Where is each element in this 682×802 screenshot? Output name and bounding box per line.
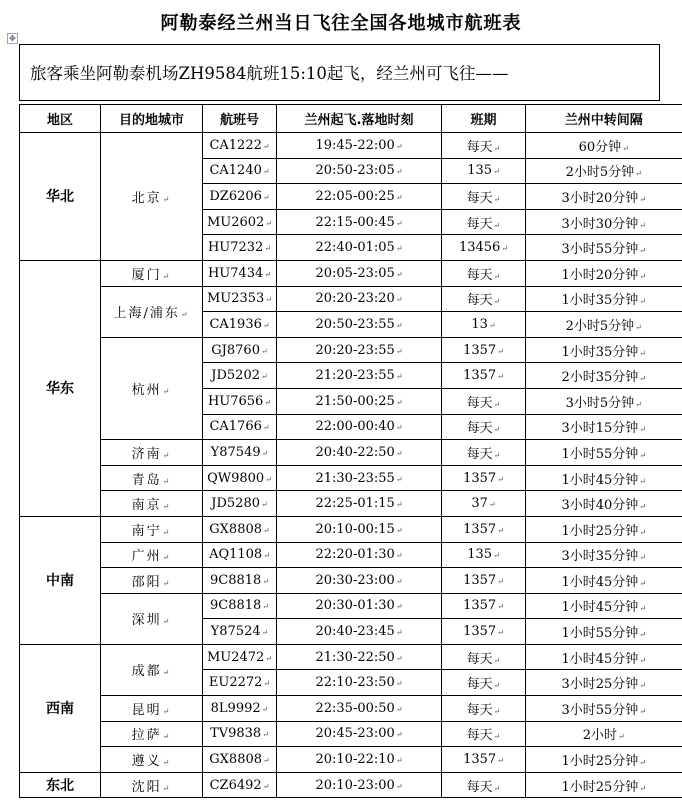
table-row [20, 516, 682, 542]
time-cell: 22:15-00:45 ↵ [277, 209, 442, 235]
time-cell: 22:00-00:40 ↵ [277, 414, 442, 440]
region-cell: 中南 [20, 516, 101, 644]
flight-number-cell: MU2472 ↵ [203, 644, 277, 670]
flight-number-cell: CZ6492 ↵ [203, 772, 277, 798]
header-flight: 航班号 [203, 105, 277, 133]
destination-city-cell: 拉萨 ↵ [101, 721, 203, 747]
document-title: 阿勒泰经兰州当日飞往全国各地城市航班表 [160, 13, 522, 34]
schedule-cell: 每天 ↵ [442, 772, 526, 798]
schedule-cell: 每天 ↵ [442, 286, 526, 312]
schedule-cell: 每天 ↵ [442, 414, 526, 440]
table-header-row [20, 105, 682, 133]
flight-number-cell: GX8808 ↵ [203, 747, 277, 773]
interval-cell: 3小时55分钟 ↵ [526, 235, 682, 261]
flight-number-cell: DZ6206 ↵ [203, 184, 277, 210]
table-row [20, 696, 682, 722]
time-cell: 20:30-23:00 ↵ [277, 568, 442, 594]
interval-cell: 3小时55分钟 ↵ [526, 696, 682, 722]
interval-cell: 60分钟 ↵ [526, 133, 682, 159]
interval-cell: 1小时25分钟 ↵ [526, 516, 682, 542]
table-move-handle-icon[interactable]: ✥ [7, 33, 18, 44]
interval-cell: 1小时25分钟 ↵ [526, 747, 682, 773]
interval-cell: 1小时55分钟 ↵ [526, 440, 682, 466]
schedule-cell: 每天 ↵ [442, 721, 526, 747]
flight-number-cell: CA1222 ↵ [203, 133, 277, 159]
destination-city-cell: 深圳 ↵ [101, 593, 203, 644]
schedule-cell: 每天 ↵ [442, 209, 526, 235]
destination-city-cell: 邵阳 ↵ [101, 568, 203, 594]
time-cell: 22:10-23:50 ↵ [277, 670, 442, 696]
destination-city-cell: 沈阳 ↵ [101, 772, 203, 798]
destination-city-cell: 南宁 ↵ [101, 516, 203, 542]
flight-table [19, 104, 682, 798]
interval-cell: 2小时35分钟 ↵ [526, 363, 682, 389]
schedule-cell: 1357 ↵ [442, 619, 526, 645]
time-cell: 20:30-01:30 ↵ [277, 593, 442, 619]
flight-number-cell: MU2353 ↵ [203, 286, 277, 312]
schedule-cell: 135 ↵ [442, 542, 526, 568]
schedule-cell: 1357 ↵ [442, 516, 526, 542]
region-cell: 华东 [20, 260, 101, 516]
interval-cell: 3小时25分钟 ↵ [526, 670, 682, 696]
table-row [20, 465, 682, 491]
time-cell: 20:10-00:15 ↵ [277, 516, 442, 542]
time-cell: 20:20-23:55 ↵ [277, 337, 442, 363]
header-schedule: 班期 [442, 105, 526, 133]
interval-cell: 3小时35分钟 ↵ [526, 542, 682, 568]
interval-cell: 1小时35分钟 ↵ [526, 286, 682, 312]
interval-cell: 1小时45分钟 ↵ [526, 644, 682, 670]
interval-cell: 3小时40分钟 ↵ [526, 491, 682, 517]
time-cell: 19:45-22:00 ↵ [277, 133, 442, 159]
schedule-cell: 每天 ↵ [442, 133, 526, 159]
region-cell: 西南 [20, 644, 101, 772]
flight-number-cell: 9C8818 ↵ [203, 568, 277, 594]
destination-city-cell: 厦门 ↵ [101, 260, 203, 286]
flight-number-cell: EU2272 ↵ [203, 670, 277, 696]
time-cell: 21:30-23:55 ↵ [277, 465, 442, 491]
table-row [20, 286, 682, 312]
interval-cell: 1小时25分钟 ↵ [526, 772, 682, 798]
interval-cell: 1小时35分钟 ↵ [526, 337, 682, 363]
table-row [20, 772, 682, 798]
flight-number-cell: QW9800 ↵ [203, 465, 277, 491]
destination-city-cell: 上海/浦东 ↵ [101, 286, 203, 337]
flight-number-cell: JD5202 ↵ [203, 363, 277, 389]
flight-number-cell: CA1936 ↵ [203, 312, 277, 338]
flight-number-cell: AQ1108 ↵ [203, 542, 277, 568]
destination-city-cell: 广州 ↵ [101, 542, 203, 568]
destination-city-cell: 南京 ↵ [101, 491, 203, 517]
table-row [20, 337, 682, 363]
flight-number-cell: JD5280 ↵ [203, 491, 277, 517]
destination-city-cell: 成都 ↵ [101, 644, 203, 695]
destination-city-cell: 杭州 ↵ [101, 337, 203, 439]
header-destination: 目的地城市 [101, 105, 203, 133]
time-cell: 20:20-23:20 ↵ [277, 286, 442, 312]
table-row [20, 260, 682, 286]
flight-number-cell: HU7434 ↵ [203, 260, 277, 286]
destination-city-cell: 济南 ↵ [101, 440, 203, 466]
time-cell: 22:35-00:50 ↵ [277, 696, 442, 722]
interval-cell: 1小时45分钟 ↵ [526, 465, 682, 491]
time-cell: 22:20-01:30 ↵ [277, 542, 442, 568]
time-cell: 20:10-23:00 ↵ [277, 772, 442, 798]
interval-cell: 1小时55分钟 ↵ [526, 619, 682, 645]
region-cell: 东北 [20, 772, 101, 798]
schedule-cell: 每天 ↵ [442, 388, 526, 414]
interval-cell: 1小时20分钟 ↵ [526, 260, 682, 286]
schedule-cell: 1357 ↵ [442, 465, 526, 491]
flight-number-cell: GX8808 ↵ [203, 516, 277, 542]
flight-number-cell: Y87524 ↵ [203, 619, 277, 645]
time-cell: 20:50-23:05 ↵ [277, 158, 442, 184]
flight-number-cell: MU2602 ↵ [203, 209, 277, 235]
schedule-cell: 135 ↵ [442, 158, 526, 184]
destination-city-cell: 青岛 ↵ [101, 465, 203, 491]
interval-cell: 3小时20分钟 ↵ [526, 184, 682, 210]
flight-number-cell: TV9838 ↵ [203, 721, 277, 747]
interval-cell: 2小时5分钟 ↵ [526, 312, 682, 338]
interval-cell: 1小时45分钟 ↵ [526, 593, 682, 619]
interval-cell: 2小时 ↵ [526, 721, 682, 747]
table-row [20, 491, 682, 517]
schedule-cell: 1357 ↵ [442, 568, 526, 594]
schedule-cell: 每天 ↵ [442, 260, 526, 286]
time-cell: 20:05-23:05 ↵ [277, 260, 442, 286]
flight-number-cell: CA1240 ↵ [203, 158, 277, 184]
destination-city-cell: 昆明 ↵ [101, 696, 203, 722]
interval-cell: 3小时30分钟 ↵ [526, 209, 682, 235]
flight-number-cell: HU7656 ↵ [203, 388, 277, 414]
time-cell: 22:25-01:15 ↵ [277, 491, 442, 517]
schedule-cell: 13 ↵ [442, 312, 526, 338]
interval-cell: 2小时5分钟 ↵ [526, 158, 682, 184]
time-cell: 20:50-23:55 ↵ [277, 312, 442, 338]
time-cell: 21:20-23:55 ↵ [277, 363, 442, 389]
schedule-cell: 每天 ↵ [442, 184, 526, 210]
schedule-cell: 1357 ↵ [442, 337, 526, 363]
table-row [20, 440, 682, 466]
interval-cell: 1小时45分钟 ↵ [526, 568, 682, 594]
destination-city-cell: 遵义 ↵ [101, 747, 203, 773]
schedule-cell: 每天 ↵ [442, 696, 526, 722]
table-row [20, 593, 682, 619]
flight-number-cell: HU7232 ↵ [203, 235, 277, 261]
table-row [20, 542, 682, 568]
time-cell: 20:45-23:00 ↵ [277, 721, 442, 747]
flight-number-cell: 9C8818 ↵ [203, 593, 277, 619]
header-region: 地区 [20, 105, 101, 133]
time-cell: 20:40-22:50 ↵ [277, 440, 442, 466]
time-cell: 22:05-00:25 ↵ [277, 184, 442, 210]
schedule-cell: 1357 ↵ [442, 593, 526, 619]
schedule-cell: 1357 ↵ [442, 363, 526, 389]
flight-number-cell: CA1766 ↵ [203, 414, 277, 440]
interval-cell: 3小时5分钟 ↵ [526, 388, 682, 414]
time-cell: 20:40-23:45 ↵ [277, 619, 442, 645]
interval-cell: 3小时15分钟 ↵ [526, 414, 682, 440]
time-cell: 21:30-22:50 ↵ [277, 644, 442, 670]
table-row [20, 721, 682, 747]
table-row [20, 747, 682, 773]
schedule-cell: 1357 ↵ [442, 747, 526, 773]
schedule-cell: 每天 ↵ [442, 440, 526, 466]
time-cell: 22:40-01:05 ↵ [277, 235, 442, 261]
time-cell: 20:10-22:10 ↵ [277, 747, 442, 773]
schedule-cell: 37 ↵ [442, 491, 526, 517]
flight-number-cell: 8L9992 ↵ [203, 696, 277, 722]
time-cell: 21:50-00:25 ↵ [277, 388, 442, 414]
flight-banner: 旅客乘坐阿勒泰机场ZH9584航班15:10起飞，经兰州可飞往—— [19, 44, 660, 101]
header-interval: 兰州中转间隔 [526, 105, 682, 133]
schedule-cell: 每天 ↵ [442, 644, 526, 670]
destination-city-cell: 北京 ↵ [101, 133, 203, 261]
table-row [20, 568, 682, 594]
table-row [20, 133, 682, 159]
header-time: 兰州起飞.落地时刻 [277, 105, 442, 133]
flight-number-cell: GJ8760 ↵ [203, 337, 277, 363]
table-row [20, 644, 682, 670]
schedule-cell: 每天 ↵ [442, 670, 526, 696]
schedule-cell: 13456 ↵ [442, 235, 526, 261]
region-cell: 华北 [20, 133, 101, 261]
flight-number-cell: Y87549 ↵ [203, 440, 277, 466]
